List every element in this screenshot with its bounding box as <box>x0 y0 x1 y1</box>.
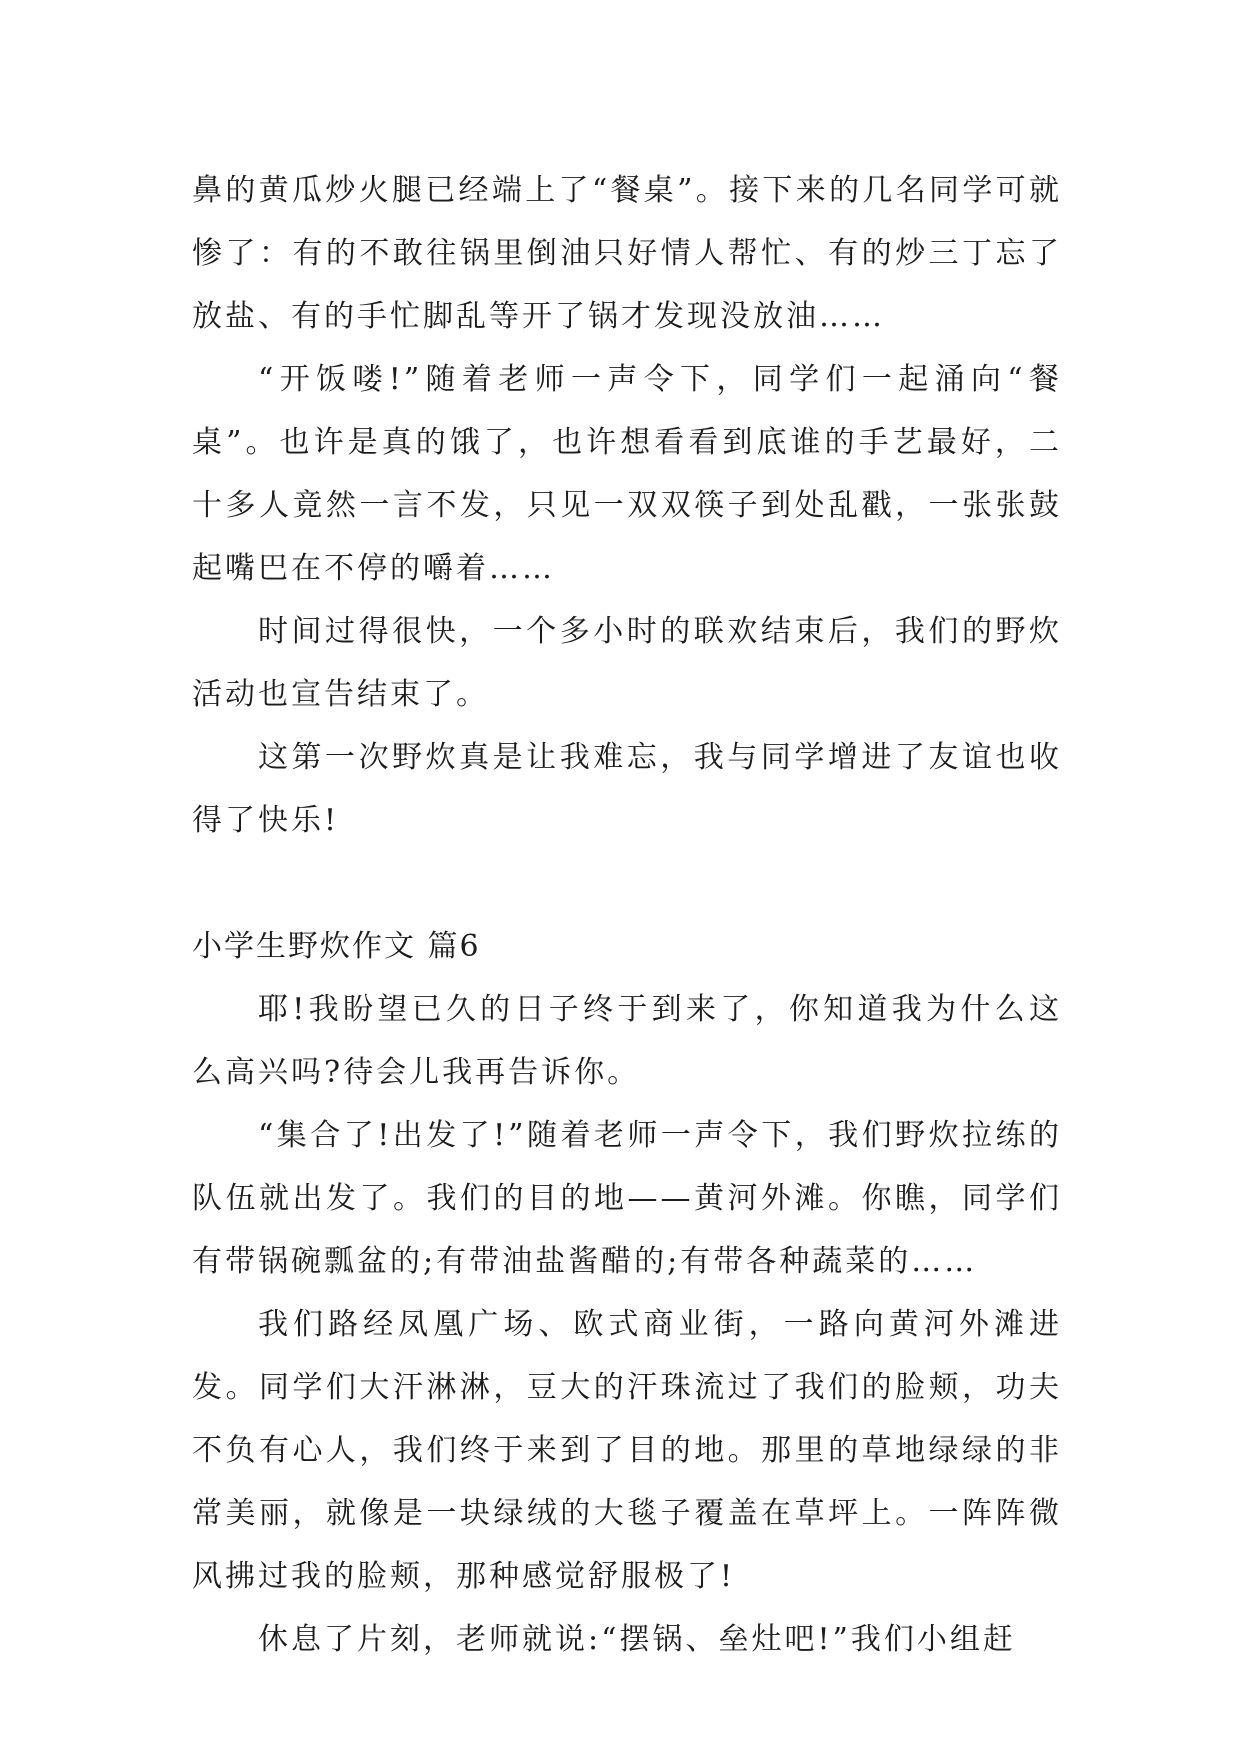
paragraph-8: 休息了片刻，老师就说:“摆锅、垒灶吧!”我们小组赶 <box>258 1622 1016 1657</box>
section-heading: 小学生野炊作文 篇6 <box>192 929 481 964</box>
paragraph-5: 耶!我盼望已久的日子终于到来了，你知道我为什么这么高兴吗?待会儿我再告诉你。 <box>192 992 1062 1090</box>
paragraph-1: 鼻的黄瓜炒火腿已经端上了“餐桌”。接下来的几名同学可就惨了：有的不敢往锅里倒油只好情人帮忙、有的炒三丁忘了放盐、有的手忙脚乱等开了锅才发现没放油…… <box>192 173 1062 334</box>
paragraph-2: “开饭喽!”随着老师一声令下，同学们一起涌向“餐桌”。也许是真的饿了，也许想看看到底谁的手艺最好，二十多人竟然一言不发，只见一双双筷子到处乱戳，一张张鼓起嘴巴在不停的嚼着…… <box>192 362 1062 586</box>
paragraph-4: 这第一次野炊真是让我难忘，我与同学增进了友谊也收得了快乐! <box>192 740 1062 838</box>
document-page <box>192 159 1062 1671</box>
paragraph-7: 我们路经凤凰广场、欧式商业街，一路向黄河外滩进发。同学们大汗淋淋，豆大的汗珠流过了我们的脸颊，功夫不负有心人，我们终于来到了目的地。那里的草地绿绿的非常美丽，就像是一块绿绒的大毯子覆盖在草坪上。一阵阵微风拂过我的脸颊，那种感觉舒服极了! <box>192 1307 1062 1594</box>
paragraph-3: 时间过得很快，一个多小时的联欢结束后，我们的野炊活动也宣告结束了。 <box>192 614 1062 712</box>
paragraph-6: “集合了!出发了!”随着老师一声令下，我们野炊拉练的队伍就出发了。我们的目的地——黄河外滩。你瞧，同学们有带锅碗瓢盆的;有带油盐酱醋的;有带各种蔬菜的…… <box>192 1118 1062 1279</box>
